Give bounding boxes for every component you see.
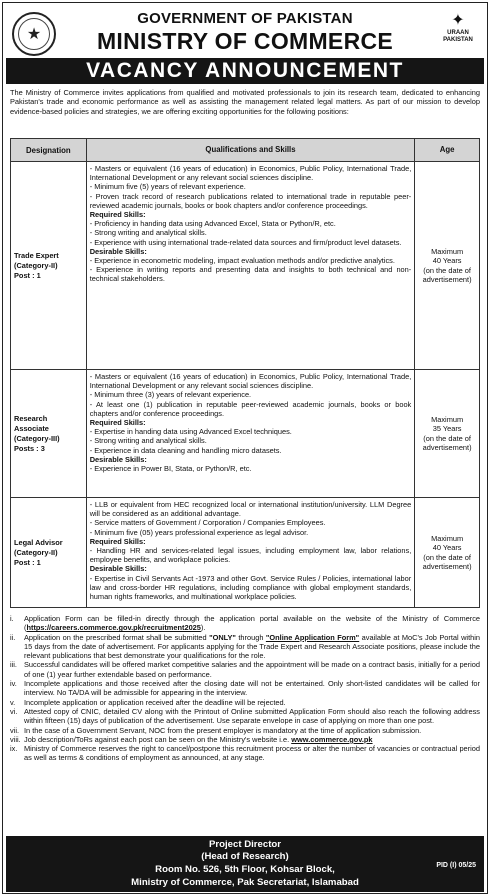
government-seal-icon: ★ bbox=[12, 12, 56, 56]
table-row bbox=[11, 497, 479, 607]
instruction-text bbox=[24, 614, 480, 633]
header bbox=[0, 4, 490, 60]
qualifications-cell bbox=[87, 498, 416, 607]
instruction-item bbox=[10, 735, 480, 744]
vacancy-table bbox=[10, 138, 480, 608]
instruction-number: v. bbox=[10, 697, 16, 707]
instruction-fragment: Ministry of Commerce reserves the right to cancel/postpone this recruitment process or alter the number of vacancies or contractual period as well as terms & conditions of employment as announced, at any stage. bbox=[24, 744, 480, 763]
instruction-number: vii. bbox=[10, 725, 20, 735]
designation-line: Post : 1 bbox=[14, 557, 41, 567]
website-link[interactable]: https://careers.commerce.gov.pk/recruitment2025 bbox=[26, 623, 201, 633]
pid-number: PID (I) 05/25 bbox=[436, 862, 476, 869]
designation-line: (Category-III) bbox=[14, 433, 60, 443]
instruction-item bbox=[10, 726, 480, 735]
age-line: advertisement) bbox=[422, 561, 472, 571]
qualification-line: - Strong writing and analytical skills. bbox=[89, 228, 207, 238]
instruction-fragment: Application Form can be filled-in directly through the application portal available on the website of the Ministry of Commerce ( bbox=[24, 614, 480, 633]
instruction-fragment: available at MoC's Job Portal within 15 days from the date of advertisement. For applicants applying for the Trade Expert and Research Associate positions, please include the relevant publications that best demonstrate your qualifications for the role. bbox=[24, 632, 480, 661]
designation-line: (Category-II) bbox=[14, 260, 58, 270]
instruction-item bbox=[10, 633, 480, 661]
age-line: (on the date of bbox=[423, 552, 471, 562]
instruction-fragment: ). bbox=[200, 623, 206, 633]
qualification-line: - At least one (1) publication in reputable peer-reviewed academic journals, books or book chapters and/or conference proceedings. bbox=[89, 399, 412, 418]
qualification-line: - LLB or equivalent from HEC recognized local or international institution/university. LLM Degree will be considered as an additional advantage. bbox=[89, 500, 412, 519]
instruction-text bbox=[24, 660, 480, 679]
uraan-logo-text: URAAN PAKISTAN bbox=[443, 30, 473, 43]
designation-line: Posts : 3 bbox=[14, 443, 45, 453]
instruction-number: ix. bbox=[10, 744, 18, 754]
instruction-item bbox=[10, 698, 480, 707]
designation-line: Post : 1 bbox=[14, 270, 41, 280]
instruction-fragment: "ONLY" bbox=[209, 632, 236, 642]
designation-cell bbox=[11, 498, 87, 607]
age-cell bbox=[415, 498, 479, 607]
footer-address-line2: Ministry of Commerce, Pak Secretariat, Islamabad bbox=[131, 877, 359, 888]
qualification-line: - Handling HR and services-related legal issues, including employment law, labor relations, employee benefits, and workplace policies. bbox=[89, 546, 412, 565]
qualification-line: - Experience in Power BI, Stata, or Python/R, etc. bbox=[89, 464, 252, 474]
footer-designation: Project Director bbox=[209, 839, 281, 850]
qualifications-cell bbox=[87, 162, 416, 369]
footer-subdesignation: (Head of Research) bbox=[201, 851, 289, 862]
age-cell bbox=[415, 162, 479, 369]
designation-cell bbox=[11, 162, 87, 369]
qualification-line: - Experience in data cleaning and handling micro datasets. bbox=[89, 445, 282, 455]
designation-line: Associate bbox=[14, 423, 49, 433]
qualification-line: - Experience with using international trade-related data sources and firm/product level datasets. bbox=[89, 237, 402, 247]
instruction-item bbox=[10, 679, 480, 698]
qualification-line: - Minimum three (3) years of relevant experience. bbox=[89, 390, 252, 400]
age-line: (on the date of bbox=[423, 433, 471, 443]
instruction-text bbox=[24, 735, 480, 744]
table-row bbox=[11, 161, 479, 369]
skills-subheading: Desirable Skills: bbox=[89, 246, 147, 256]
header-age: Age bbox=[439, 145, 455, 155]
instruction-fragment: Job description/ToRs against each post can be seen on the Ministry's website i.e. bbox=[24, 734, 292, 744]
instruction-text bbox=[24, 726, 480, 735]
age-line: Maximum bbox=[431, 247, 464, 257]
footer-address-line1: Room No. 526, 5th Floor, Kohsar Block, bbox=[155, 864, 335, 875]
age-line: advertisement) bbox=[422, 442, 472, 452]
instruction-text bbox=[24, 633, 480, 661]
instruction-fragment: Application on the prescribed format shall be submitted bbox=[24, 632, 210, 642]
vacancy-banner: VACANCY ANNOUNCEMENT bbox=[6, 58, 484, 84]
skills-subheading: Required Skills: bbox=[89, 536, 146, 546]
skills-subheading: Desirable Skills: bbox=[89, 564, 147, 574]
instruction-text bbox=[24, 679, 480, 698]
instruction-number: iii. bbox=[10, 660, 17, 670]
footer-contact bbox=[6, 836, 484, 892]
instruction-item bbox=[10, 744, 480, 763]
instruction-item bbox=[10, 614, 480, 633]
qualifications-cell bbox=[87, 370, 416, 497]
intro-paragraph: The Ministry of Commerce invites applications from qualified and motivated professionals to join its research team, dedicated to enhancing Pakistan's trade and economic performance as well as assisting the management related legal matters. As part of our mission to develop evidence-based policies and strategies, we are offering exciting opportunities for the following positions: bbox=[10, 88, 480, 116]
qualification-line: - Expertise in handing data using Advanced Excel techniques. bbox=[89, 427, 292, 437]
instruction-fragment: Successful candidates will be offered market competitive salaries and the appointment will be made on a contract basis, initially for a period of one (1) year further extendable based on performance. bbox=[24, 660, 480, 679]
ministry-title: MINISTRY OF COMMERCE bbox=[96, 28, 394, 54]
instruction-fragment: through bbox=[235, 632, 266, 642]
designation-line: (Category-II) bbox=[14, 547, 58, 557]
designation-line: Trade Expert bbox=[14, 250, 59, 260]
age-line: 35 Years bbox=[432, 424, 462, 434]
qualification-line: - Masters or equivalent (16 years of education) in Economics, Public Policy, International Trade, International Development or any relevant social sciences discipline. bbox=[89, 164, 412, 183]
instruction-number: i. bbox=[10, 614, 14, 623]
instruction-item bbox=[10, 707, 480, 726]
qualification-line: - Expertise in Civil Servants Act -1973 and other Govt. Service Rules / Policies, international labor law and cross-border HR regulations, including compliance with global employment standards, human rights frameworks, and multinational workplace policies. bbox=[89, 573, 412, 602]
instruction-text bbox=[24, 698, 480, 707]
instruction-fragment: Incomplete applications and those received after the closing date will not be entertained. Only short-listed candidates will be called for interview. No TA/DA will be admissible for appearing in the interview. bbox=[24, 679, 480, 698]
designation-cell bbox=[11, 370, 87, 497]
designation-line: Legal Advisor bbox=[14, 537, 63, 547]
age-line: 40 Years bbox=[432, 256, 462, 266]
age-line: Maximum bbox=[431, 534, 464, 544]
instructions-list bbox=[10, 614, 480, 763]
qualification-line: - Masters or equivalent (16 years of education) in Economics, Public Policy, International Trade, International Development or any relevant social sciences discipline. bbox=[89, 372, 412, 391]
qualification-line: - Service matters of Government / Corporation / Companies Employees. bbox=[89, 518, 326, 528]
instruction-item bbox=[10, 660, 480, 679]
header-designation: Designation bbox=[11, 139, 87, 161]
designation-line: Research bbox=[14, 413, 48, 423]
instruction-text bbox=[24, 744, 480, 763]
instruction-number: vi. bbox=[10, 706, 18, 716]
qualification-line: - Experience in writing reports and presenting data and insights to both technical and non-technical stakeholders. bbox=[89, 265, 412, 284]
instruction-number: viii. bbox=[10, 734, 21, 744]
age-line: 40 Years bbox=[432, 543, 462, 553]
skills-subheading: Required Skills: bbox=[89, 418, 146, 428]
age-line: advertisement) bbox=[422, 274, 472, 284]
qualification-line: - Minimum five (5) years of relevant experience. bbox=[89, 182, 246, 192]
table-header-row bbox=[11, 139, 479, 161]
instruction-text bbox=[24, 707, 480, 726]
instruction-fragment: Incomplete application or application received after the deadline will be rejected. bbox=[24, 697, 286, 707]
qualification-line: - Proficiency in handing data using Advanced Excel, Stata or Python/R, etc. bbox=[89, 219, 336, 229]
qualification-line: - Experience in econometric modeling, impact evaluation methods and/or predictive analytics. bbox=[89, 256, 395, 266]
age-line: Maximum bbox=[431, 415, 464, 425]
header-qualifications: Qualifications and Skills bbox=[87, 139, 416, 161]
skills-subheading: Desirable Skills: bbox=[89, 454, 147, 464]
qualification-line: - Strong writing and analytical skills. bbox=[89, 436, 207, 446]
instruction-fragment: "Online Application Form" bbox=[265, 632, 360, 642]
instruction-fragment: In the case of a Government Servant, NOC from the present employer is mandatory at the time of application submission. bbox=[24, 725, 422, 735]
table-row bbox=[11, 369, 479, 497]
skills-subheading: Required Skills: bbox=[89, 210, 146, 220]
instruction-number: iv. bbox=[10, 679, 17, 689]
uraan-pakistan-logo bbox=[436, 12, 480, 44]
age-line: (on the date of bbox=[423, 265, 471, 275]
government-title: GOVERNMENT OF PAKISTAN bbox=[137, 10, 353, 27]
age-cell bbox=[415, 370, 479, 497]
qualification-line: - Proven track record of research publications related to international trade in reputable peer-reviewed academic journals, books or book chapters and/or conference proceedings. bbox=[89, 191, 412, 210]
uraan-bird-icon: ✦ bbox=[451, 12, 465, 29]
instruction-number: ii. bbox=[10, 632, 16, 642]
website-link[interactable]: www.commerce.gov.pk bbox=[291, 734, 373, 744]
instruction-fragment: Attested copy of CNIC, detailed CV along with the Printout of Online submitted Application Form should also reach the following address within fifteen (15) days of publication of the advertisement. Use separate envelope in case of applying on more than one post. bbox=[24, 706, 480, 726]
qualification-line: - Minimum five (05) years professional experience as legal advisor. bbox=[89, 527, 309, 537]
